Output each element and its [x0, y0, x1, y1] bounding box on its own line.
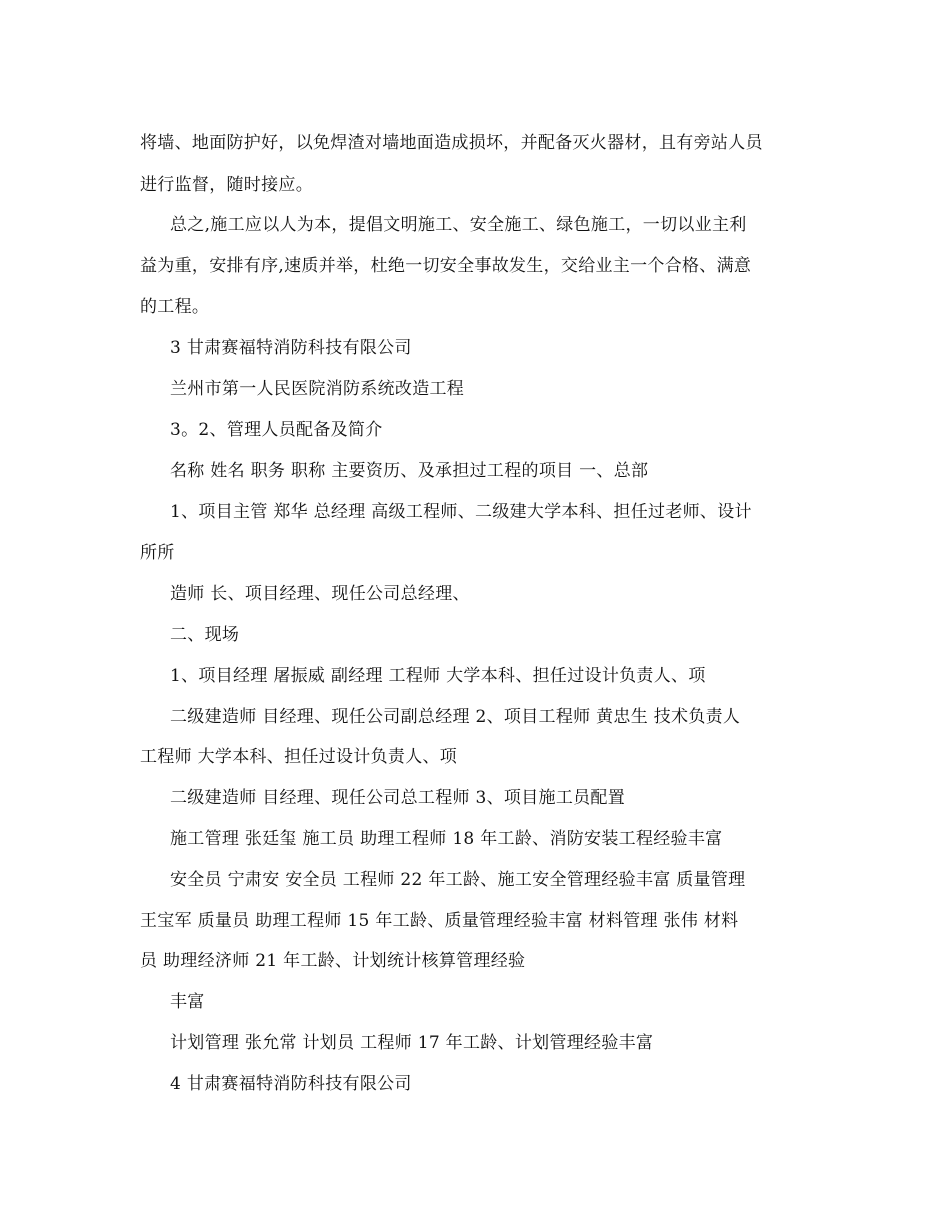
text-line: 造师 长、项目经理、现任公司总经理、	[170, 584, 470, 604]
text-line: 总之,施工应以人为本，提倡文明施工、安全施工、绿色施工，一切以业主利	[170, 215, 747, 235]
text-line: 工程师 大学本科、担任过设计负责人、项	[140, 747, 458, 767]
text-line: 1、项目经理 屠振威 副经理 工程师 大学本科、担任过设计负责人、项	[170, 666, 706, 686]
text-line: 兰州市第一人民医院消防系统改造工程	[170, 379, 465, 399]
text-line: 所所	[140, 543, 175, 563]
text-line: 将墙、地面防护好，以免焊渣对墙地面造成损坏，并配备灭火器材，且有旁站人员	[140, 133, 763, 153]
text-line: 王宝军 质量员 助理工程师 15 年工龄、质量管理经验丰富 材料管理 张伟 材料	[140, 911, 739, 931]
text-line: 4 甘肃赛福特消防科技有限公司	[170, 1074, 412, 1094]
section-heading: 3。2、管理人员配备及简介	[170, 420, 383, 440]
text-line: 二级建造师 目经理、现任公司副总经理 2、项目工程师 黄忠生 技术负责人	[170, 707, 741, 727]
text-line: 名称 姓名 职务 职称 主要资历、及承担过工程的项目 一、总部	[170, 461, 649, 481]
text-line: 计划管理 张允常 计划员 工程师 17 年工龄、计划管理经验丰富	[170, 1033, 654, 1053]
text-line: 丰富	[170, 992, 205, 1012]
text-line: 的工程。	[140, 297, 210, 317]
text-line: 二、现场	[170, 625, 240, 645]
text-line: 益为重，安排有序,速质并举，杜绝一切安全事故发生，交给业主一个合格、满意	[140, 256, 752, 276]
text-line: 安全员 宁肃安 安全员 工程师 22 年工龄、施工安全管理经验丰富 质量管理	[170, 870, 746, 890]
text-line: 施工管理 张廷玺 施工员 助理工程师 18 年工龄、消防安装工程经验丰富	[170, 829, 723, 849]
text-line: 二级建造师 目经理、现任公司总工程师 3、项目施工员配置	[170, 788, 626, 808]
text-line: 进行监督，随时接应。	[140, 175, 313, 195]
text-line: 1、项目主管 郑华 总经理 高级工程师、二级建大学本科、担任过老师、设计	[170, 502, 752, 522]
text-line: 员 助理经济师 21 年工龄、计划统计核算管理经验	[140, 951, 526, 971]
text-line: 3 甘肃赛福特消防科技有限公司	[170, 338, 412, 358]
